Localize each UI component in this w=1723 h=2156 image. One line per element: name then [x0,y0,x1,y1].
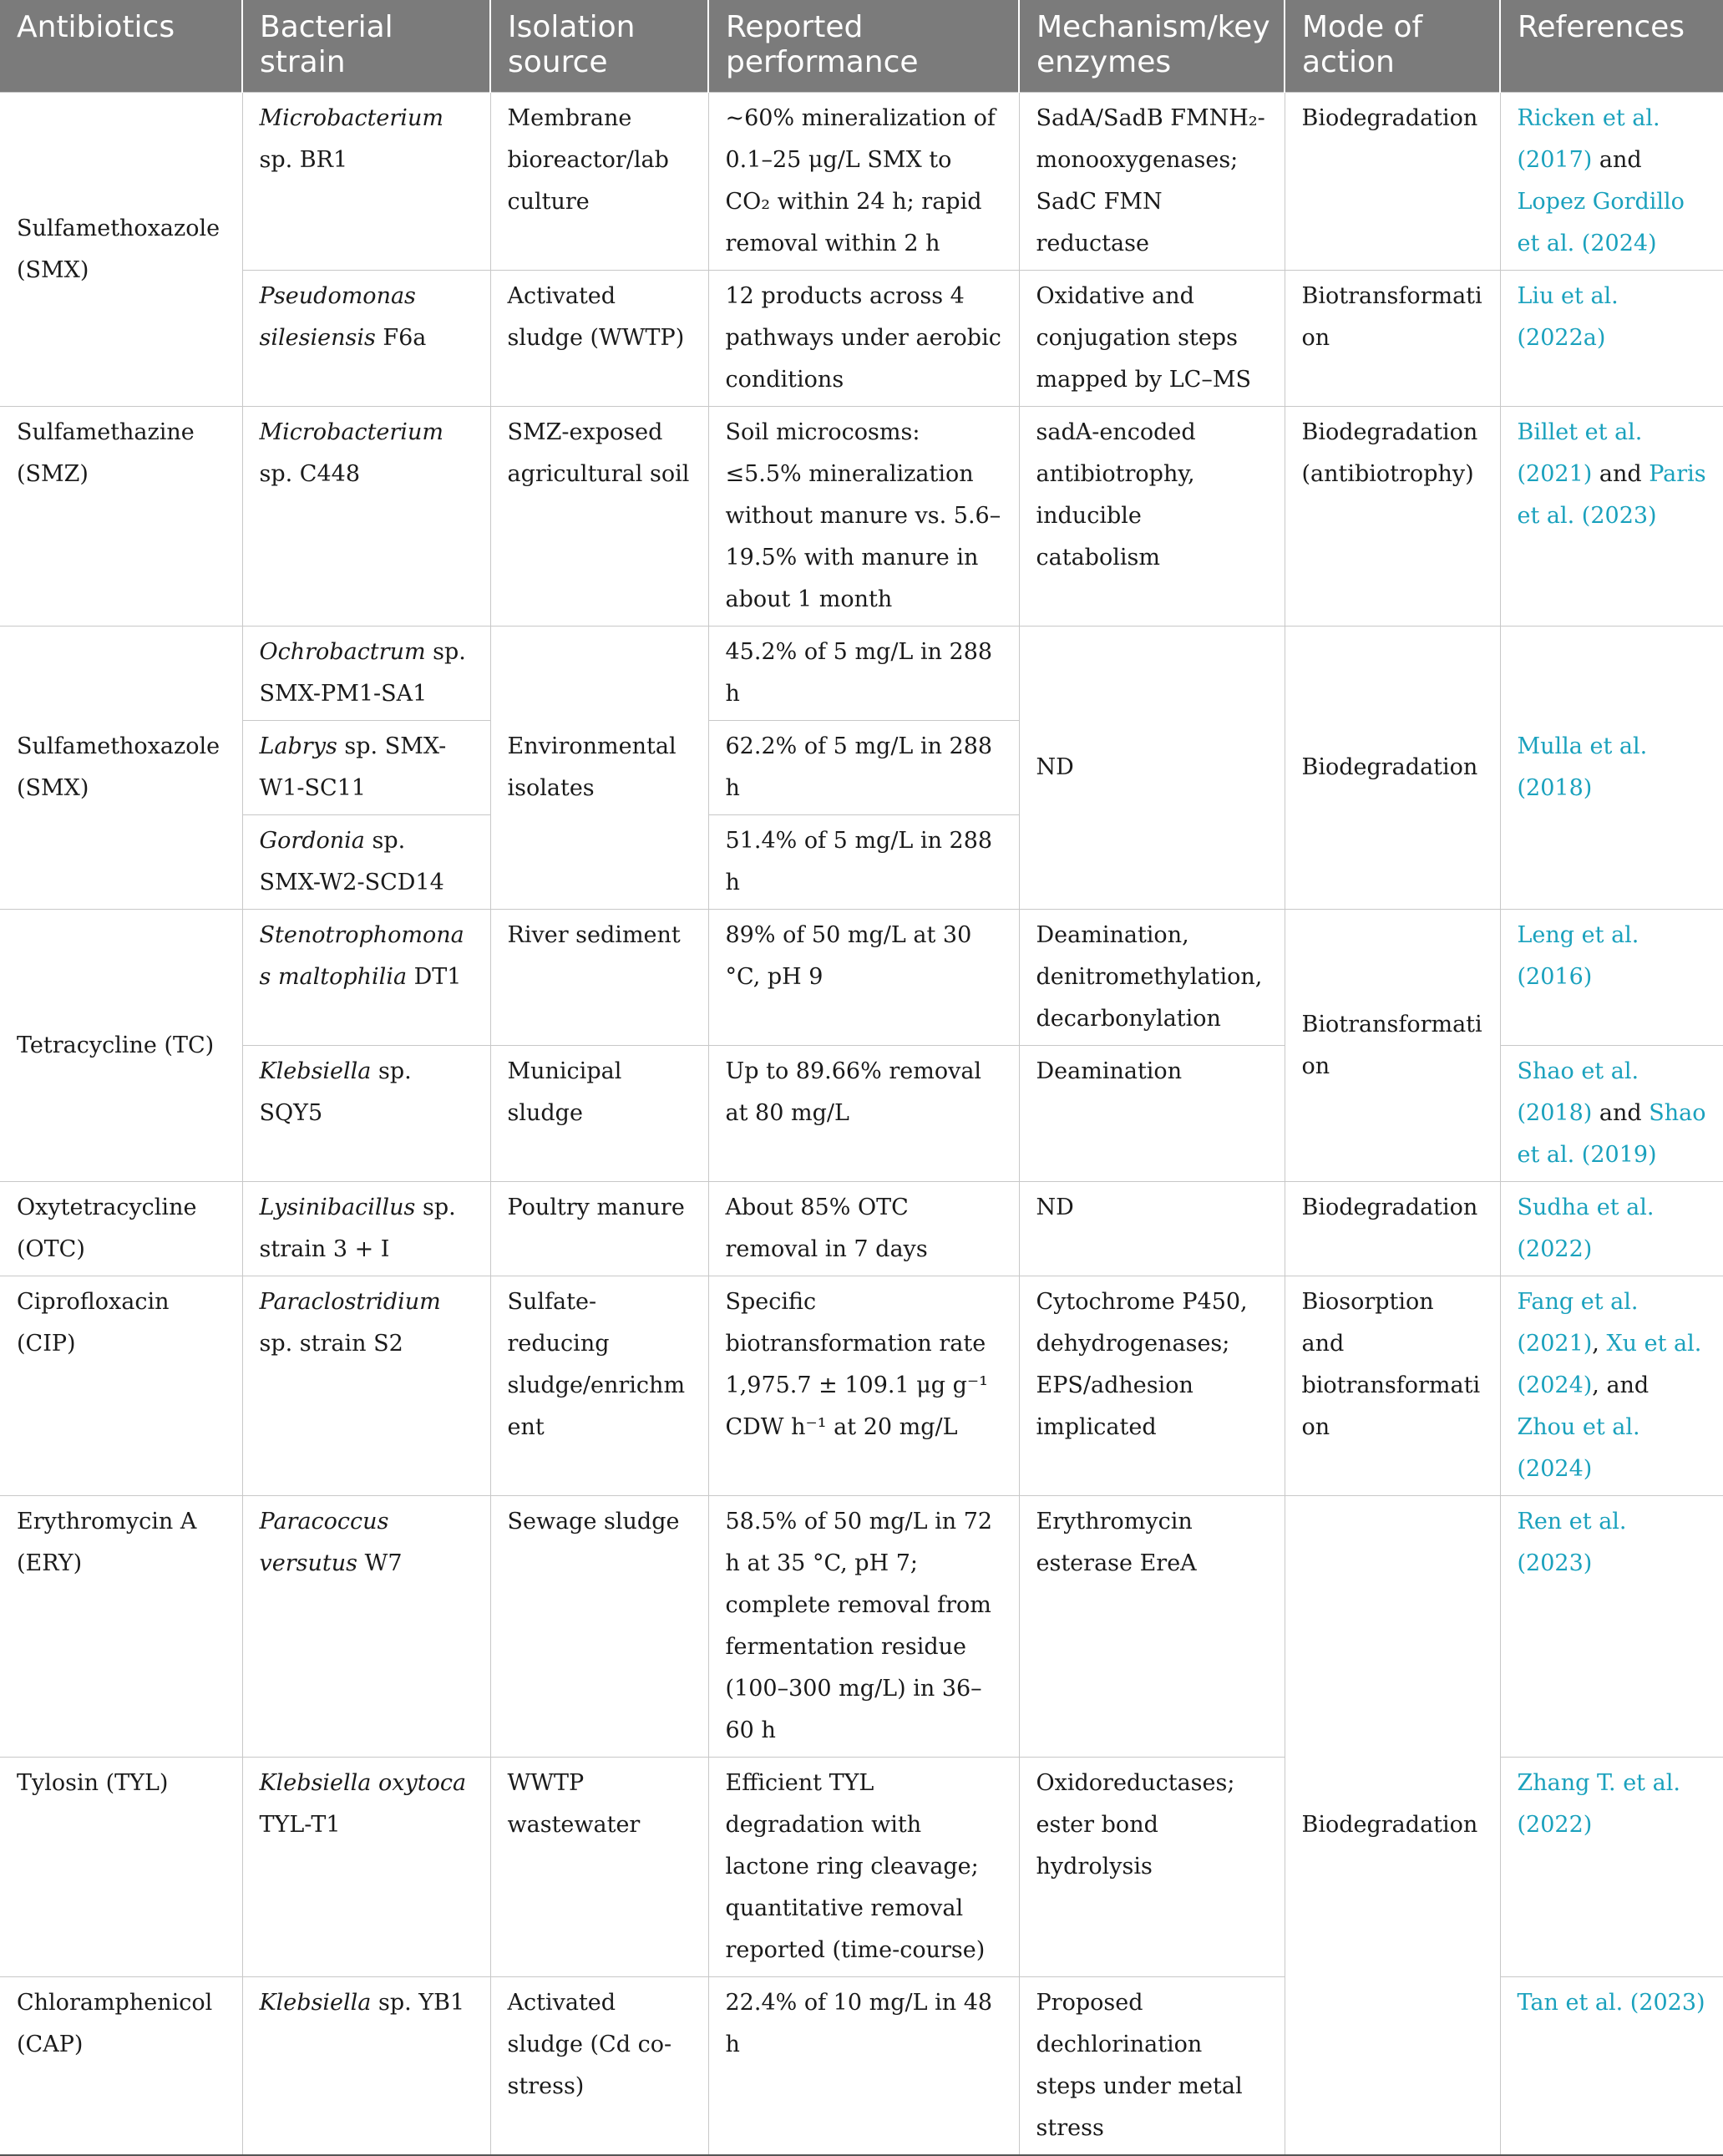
strain-genus: Microbacterium [259,419,443,445]
reference-link[interactable]: Ricken et al. (2017) [1517,105,1660,173]
antibiotic-cell: Sulfamethoxazole (SMX) [0,627,242,910]
strain-designation: F6a [375,325,427,351]
performance-cell: Specific biotransformation rate 1,975.7 ± 109.1 μg g⁻¹ CDW h⁻¹ at 20 mg/L [708,1276,1019,1496]
strain-genus: Paraclostridium [259,1289,441,1315]
mechanism-cell: ND [1019,627,1285,910]
mechanism-cell: sadA-encoded antibiotrophy, inducible catabolism [1019,407,1285,627]
strain-genus: Gordonia [259,828,365,854]
reference-joiner: and [1592,147,1642,173]
mechanism-cell: Proposed dechlorination steps under metal stress [1019,1977,1285,2156]
mechanism-cell: Erythromycin esterase EreA [1019,1496,1285,1758]
source-cell: Environmental isolates [490,627,708,910]
reference-link[interactable]: Paris et al. (2023) [1517,461,1706,529]
source-cell: SMZ-exposed agricultural soil [490,407,708,627]
strain-designation: DT1 [407,964,462,990]
strain-genus: Pseudomonas silesiensis [259,283,416,351]
antibiotic-cell: Oxytetracycline (OTC) [0,1182,242,1276]
strain-genus: Microbacterium [259,105,443,131]
strain-designation: sp. strain S2 [259,1331,403,1357]
strain-designation: sp. SMX-W2-SCD14 [259,828,444,895]
antibiotic-cell: Ciprofloxacin (CIP) [0,1276,242,1496]
mode-cell: Biotransformation [1285,910,1500,1182]
mode-cell: Biodegradation [1285,93,1500,271]
strain-cell [242,93,490,271]
header-isolation-source: Isolation source [490,0,708,93]
performance-cell: 45.2% of 5 mg/L in 288 h [708,627,1019,721]
mode-cell: Biotransformation [1285,271,1500,407]
performance-cell: 62.2% of 5 mg/L in 288 h [708,721,1019,815]
antibiotic-cell: Tylosin (TYL) [0,1758,242,1977]
mode-cell: Biodegradation (antibiotrophy) [1285,407,1500,627]
reference-link[interactable]: Shao et al. (2018) [1517,1058,1639,1126]
mode-cell: Biodegradation [1285,1182,1500,1276]
mechanism-cell: Oxidoreductases; ester bond hydrolysis [1019,1758,1285,1977]
antibiotic-cell: Chloramphenicol (CAP) [0,1977,242,2156]
strain-cell [242,407,490,627]
source-cell: Municipal sludge [490,1046,708,1182]
mechanism-cell: Deamination [1019,1046,1285,1182]
reference-link[interactable]: Tan et al. (2023) [1517,1990,1705,2016]
strain-designation: sp. SMX-PM1-SA1 [259,639,466,707]
antibiotic-cell: Tetracycline (TC) [0,910,242,1182]
reference-link[interactable]: Mulla et al. (2018) [1517,733,1648,801]
header-antibiotics: Antibiotics [0,0,242,93]
references-cell [1500,1758,1723,1977]
references-cell [1500,910,1723,1046]
references-cell [1500,1276,1723,1496]
strain-designation: sp. C448 [259,461,360,487]
strain-cell [242,1496,490,1758]
strain-genus: Paracoccus versutus [259,1509,389,1576]
table-row [0,407,1723,627]
header-references: References [1500,0,1723,93]
strain-designation: sp. strain 3 + I [259,1195,456,1262]
mechanism-cell: Cytochrome P450, dehydrogenases; EPS/adhesion implicated [1019,1276,1285,1496]
reference-joiner: , and [1592,1372,1650,1398]
header-mechanism: Mechanism/key enzymes [1019,0,1285,93]
source-cell: Poultry manure [490,1182,708,1276]
strain-genus: Klebsiella [259,1058,372,1084]
header-bacterial-strain: Bacterial strain [242,0,490,93]
antibiotic-cell: Sulfamethazine (SMZ) [0,407,242,627]
mechanism-cell: SadA/SadB FMNH₂-monooxygenases; SadC FMN reductase [1019,93,1285,271]
reference-link[interactable]: Zhou et al. (2024) [1517,1414,1640,1482]
performance-cell: Up to 89.66% removal at 80 mg/L [708,1046,1019,1182]
table-row [0,93,1723,271]
reference-link[interactable]: Ren et al. (2023) [1517,1509,1627,1576]
header-row [0,0,1723,93]
references-cell [1500,1182,1723,1276]
reference-link[interactable]: Billet et al. (2021) [1517,419,1643,487]
table-row [0,910,1723,1046]
strain-genus: Lysinibacillus [259,1195,416,1220]
strain-designation: sp. SQY5 [259,1058,412,1126]
reference-link[interactable]: Zhang T. et al. (2022) [1517,1770,1680,1838]
performance-cell: 58.5% of 50 mg/L in 72 h at 35 °C, pH 7; complete removal from fermentation residue (100–300 mg/L) in 36–60 h [708,1496,1019,1758]
reference-joiner: and [1592,461,1650,487]
references-cell [1500,1046,1723,1182]
mechanism-cell: Deamination, denitromethylation, decarbonylation [1019,910,1285,1046]
references-cell [1500,1496,1723,1758]
table-row [0,271,1723,407]
strain-cell [242,1758,490,1977]
references-cell [1500,1977,1723,2156]
strain-cell [242,1977,490,2156]
source-cell: Sewage sludge [490,1496,708,1758]
header-mode-of-action: Mode of action [1285,0,1500,93]
performance-cell: ~60% mineralization of 0.1–25 μg/L SMX to CO₂ within 24 h; rapid removal within 2 h [708,93,1019,271]
strain-designation: TYL-T1 [259,1812,341,1838]
reference-link[interactable]: Leng et al. (2016) [1517,922,1639,990]
strain-genus: Klebsiella oxytoca [259,1770,467,1796]
references-cell [1500,271,1723,407]
mode-cell: Biodegradation [1285,1496,1500,2156]
table-row [0,627,1723,721]
reference-link[interactable]: Lopez Gordillo et al. (2024) [1517,189,1685,256]
table-row [0,1496,1723,1758]
performance-cell: Efficient TYL degradation with lactone ring cleavage; quantitative removal reported (time-course) [708,1758,1019,1977]
table-row [0,1276,1723,1496]
reference-joiner: , [1592,1331,1607,1357]
strain-designation: W7 [357,1550,403,1576]
mode-cell: Biodegradation [1285,627,1500,910]
antibiotic-cell: Sulfamethoxazole (SMX) [0,93,242,407]
references-cell [1500,93,1723,271]
table-row [0,1182,1723,1276]
source-cell: Activated sludge (WWTP) [490,271,708,407]
reference-joiner: and [1592,1100,1650,1126]
header-reported-performance: Reported performance [708,0,1019,93]
strain-genus: Ochrobactrum [259,639,426,665]
strain-cell [242,627,490,721]
strain-genus: Stenotrophomonas maltophilia [259,922,464,990]
strain-cell [242,1046,490,1182]
references-cell [1500,407,1723,627]
strain-cell [242,721,490,815]
references-cell [1500,627,1723,910]
performance-cell: 51.4% of 5 mg/L in 288 h [708,815,1019,910]
strain-cell [242,271,490,407]
strain-genus: Klebsiella [259,1990,372,2016]
reference-link[interactable]: Shao et al. (2019) [1517,1100,1706,1168]
performance-cell: About 85% OTC removal in 7 days [708,1182,1019,1276]
mechanism-cell: ND [1019,1182,1285,1276]
strain-designation: sp. YB1 [371,1990,465,2016]
reference-link[interactable]: Xu et al. (2024) [1517,1331,1702,1398]
mechanism-cell: Oxidative and conjugation steps mapped by LC–MS [1019,271,1285,407]
performance-cell: 22.4% of 10 mg/L in 48 h [708,1977,1019,2156]
antibiotic-cell: Erythromycin A (ERY) [0,1496,242,1758]
source-cell: Activated sludge (Cd co-stress) [490,1977,708,2156]
performance-cell: 12 products across 4 pathways under aerobic conditions [708,271,1019,407]
source-cell: WWTP wastewater [490,1758,708,1977]
strain-cell [242,815,490,910]
strain-cell [242,910,490,1046]
reference-link[interactable]: Liu et al. (2022a) [1517,283,1619,351]
performance-cell: Soil microcosms: ≤5.5% mineralization without manure vs. 5.6–19.5% with manure in about 1 month [708,407,1019,627]
reference-link[interactable]: Fang et al. (2021) [1517,1289,1639,1357]
source-cell: River sediment [490,910,708,1046]
reference-link[interactable]: Sudha et al. (2022) [1517,1195,1655,1262]
source-cell: Sulfate-reducing sludge/enrichment [490,1276,708,1496]
strain-cell [242,1276,490,1496]
strain-designation: sp. SMX-W1-SC11 [259,733,447,801]
performance-cell: 89% of 50 mg/L at 30 °C, pH 9 [708,910,1019,1046]
source-cell: Membrane bioreactor/lab culture [490,93,708,271]
strain-designation: sp. BR1 [259,147,348,173]
mode-cell: Biosorption and biotransformation [1285,1276,1500,1496]
strain-cell [242,1182,490,1276]
strain-genus: Labrys [259,733,337,759]
